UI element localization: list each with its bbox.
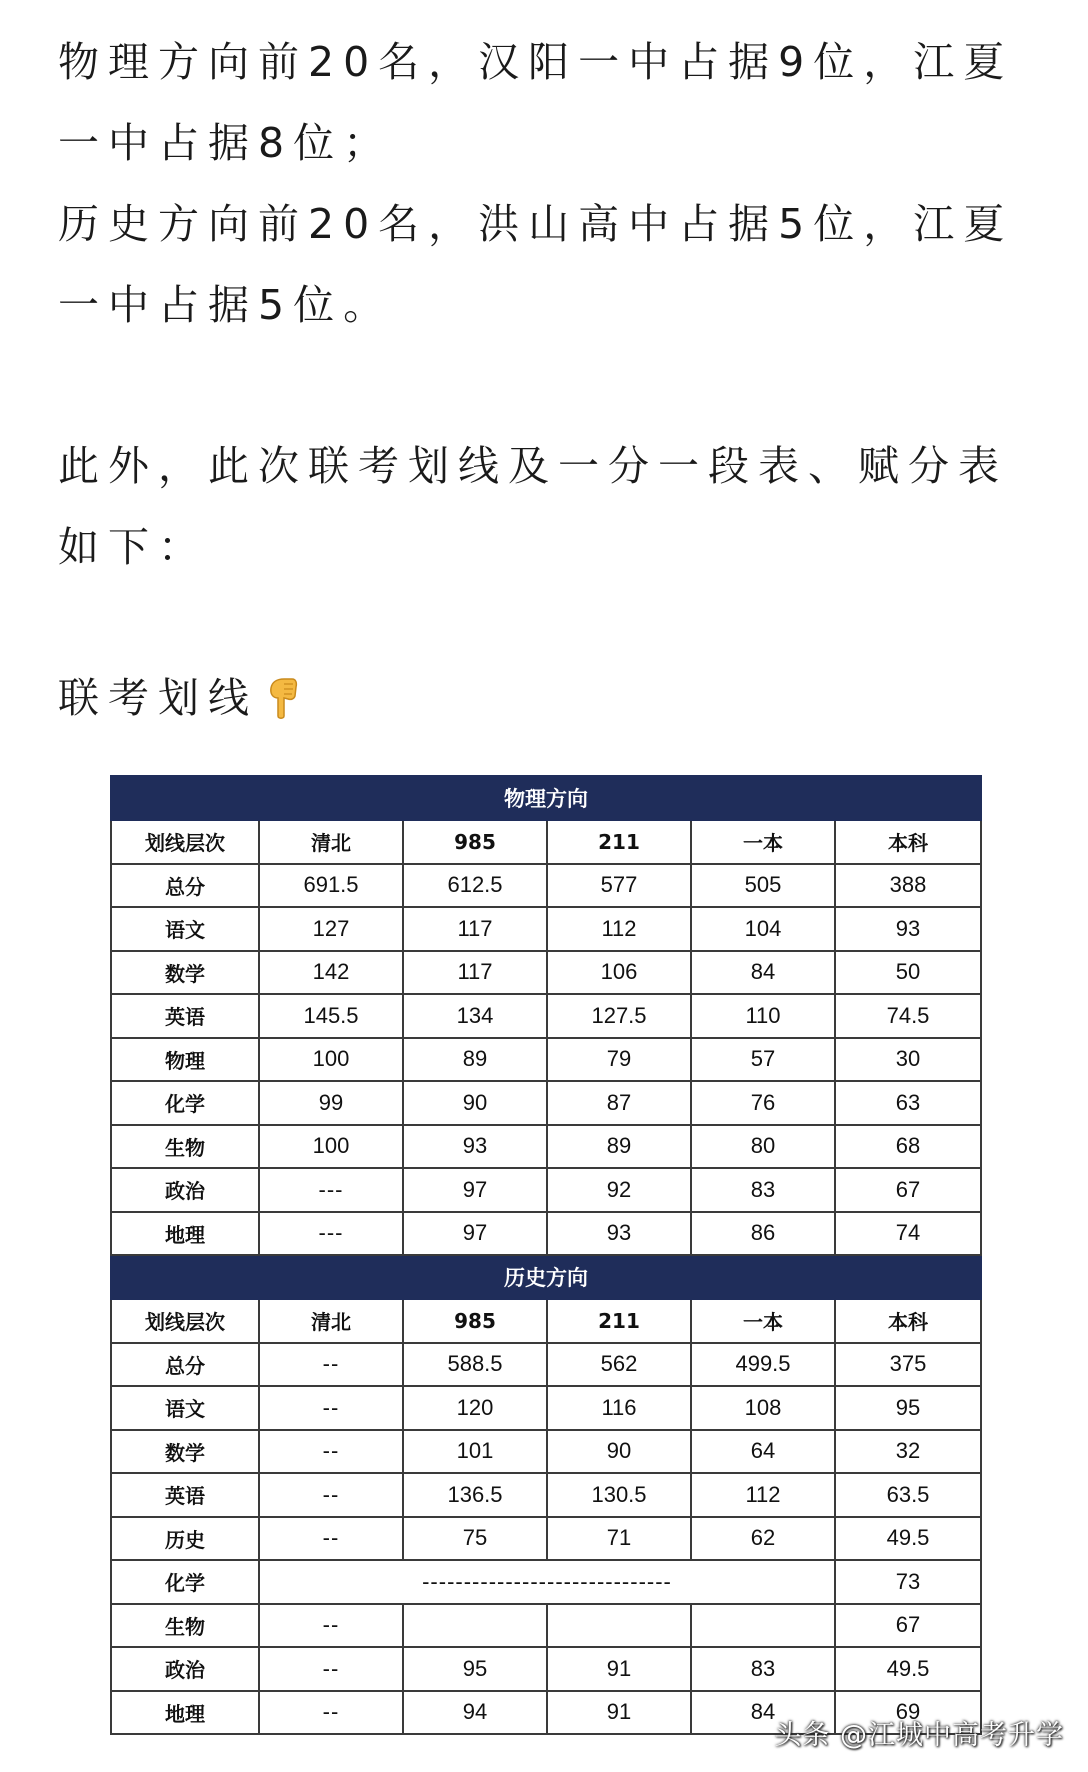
table-cell: 100 (259, 1038, 403, 1082)
table-row (111, 1604, 981, 1648)
table-cell: 67 (835, 1168, 981, 1212)
table-header-cell: 本科 (835, 1299, 981, 1343)
row-label: 政治 (111, 1647, 259, 1691)
table-cell: 91 (547, 1647, 691, 1691)
table-cell: 69 (835, 1691, 981, 1735)
table-cell (691, 1604, 835, 1648)
table-cell: -- (259, 1343, 403, 1387)
table-cell: 64 (691, 1430, 835, 1474)
table-cell: 142 (259, 951, 403, 995)
table-row (111, 1647, 981, 1691)
table-section-band (111, 1255, 981, 1299)
row-label: 英语 (111, 1473, 259, 1517)
table-cell: 75 (403, 1517, 547, 1561)
table-cell: 49.5 (835, 1647, 981, 1691)
table-cell: 83 (691, 1647, 835, 1691)
row-label: 化学 (111, 1081, 259, 1125)
table-header-row (111, 1299, 981, 1343)
table-cell: 93 (835, 907, 981, 951)
table-section-title: 历史方向 (111, 1255, 981, 1299)
table-cell: 76 (691, 1081, 835, 1125)
table-header-cell: 211 (547, 820, 691, 864)
table-row (111, 951, 981, 995)
table-cell: 116 (547, 1386, 691, 1430)
table-cell: 89 (547, 1125, 691, 1169)
paragraph-intro-tables: 此外，此次联考划线及一分一段表、赋分表如下： (58, 442, 1008, 571)
table-cell: 110 (691, 994, 835, 1038)
table-cell: 112 (547, 907, 691, 951)
table-row (111, 1343, 981, 1387)
row-label: 总分 (111, 1343, 259, 1387)
table-row (111, 1517, 981, 1561)
row-label: 总分 (111, 864, 259, 908)
table-cell: 117 (403, 951, 547, 995)
table-cell: -- (259, 1473, 403, 1517)
table-cell: 89 (403, 1038, 547, 1082)
table-cell (403, 1604, 547, 1648)
table-cell (547, 1604, 691, 1648)
table-cell: 97 (403, 1168, 547, 1212)
table-cell: 97 (403, 1212, 547, 1256)
table-cell: 80 (691, 1125, 835, 1169)
table-cell: -- (259, 1691, 403, 1735)
row-label: 地理 (111, 1212, 259, 1256)
table-cell: 388 (835, 864, 981, 908)
table-cell: 588.5 (403, 1343, 547, 1387)
table-cell: 117 (403, 907, 547, 951)
row-label: 数学 (111, 951, 259, 995)
table-header-cell: 划线层次 (111, 1299, 259, 1343)
table-cell: 84 (691, 1691, 835, 1735)
table-cell: 83 (691, 1168, 835, 1212)
row-label: 英语 (111, 994, 259, 1038)
table-cell: 67 (835, 1604, 981, 1648)
row-label: 地理 (111, 1691, 259, 1735)
table-cell: 106 (547, 951, 691, 995)
table-cell: 50 (835, 951, 981, 995)
table-header-cell: 本科 (835, 820, 981, 864)
table-cell: 84 (691, 951, 835, 995)
table-header-cell: 211 (547, 1299, 691, 1343)
table-cell: 99 (259, 1081, 403, 1125)
table-row (111, 1386, 981, 1430)
table-cell: 73 (835, 1560, 981, 1604)
table-cell: 145.5 (259, 994, 403, 1038)
table-cell: 127 (259, 907, 403, 951)
watermark: 头条 @江城中高考升学 (774, 1720, 1064, 1751)
row-label: 历史 (111, 1517, 259, 1561)
table-row (111, 1473, 981, 1517)
table-cell: 74.5 (835, 994, 981, 1038)
table-cell: 104 (691, 907, 835, 951)
paragraph-physics-top20: 物理方向前20名，汉阳一中占据9位，江夏一中占据8位； (58, 38, 1014, 167)
row-label: 政治 (111, 1168, 259, 1212)
table-cell: 108 (691, 1386, 835, 1430)
table-cell-merged: ------------------------------ (259, 1560, 835, 1604)
table-cell: 577 (547, 864, 691, 908)
table-cell: 62 (691, 1517, 835, 1561)
table-cell: 68 (835, 1125, 981, 1169)
table-cell: 79 (547, 1038, 691, 1082)
table-row (111, 1168, 981, 1212)
table-cell: 90 (547, 1430, 691, 1474)
table-cell: 562 (547, 1343, 691, 1387)
table-cell: 505 (691, 864, 835, 908)
table-cell: 499.5 (691, 1343, 835, 1387)
table-cell: 101 (403, 1430, 547, 1474)
table-cell: 91 (547, 1691, 691, 1735)
table-header-cell: 985 (403, 820, 547, 864)
table-cell: -- (259, 1386, 403, 1430)
table-row (111, 1560, 981, 1604)
table-header-row (111, 820, 981, 864)
table-cell: 95 (403, 1647, 547, 1691)
table-row (111, 907, 981, 951)
table-cell: -- (259, 1647, 403, 1691)
table-row (111, 864, 981, 908)
paragraph-history-top20: 历史方向前20名，洪山高中占据5位，江夏一中占据5位。 (58, 200, 1014, 329)
table-row (111, 1212, 981, 1256)
table-cell: 63.5 (835, 1473, 981, 1517)
table-row (111, 1081, 981, 1125)
table-cell: 691.5 (259, 864, 403, 908)
table-cell: 134 (403, 994, 547, 1038)
row-label: 化学 (111, 1560, 259, 1604)
table-cell: 87 (547, 1081, 691, 1125)
row-label: 语文 (111, 1386, 259, 1430)
table-cell: 100 (259, 1125, 403, 1169)
row-label: 生物 (111, 1125, 259, 1169)
cutoff-table (110, 775, 980, 1735)
table-header-cell: 一本 (691, 820, 835, 864)
table-cell: 375 (835, 1343, 981, 1387)
article-body (58, 22, 1034, 728)
table-cell: -- (259, 1604, 403, 1648)
table-cell: 57 (691, 1038, 835, 1082)
table-cell: 92 (547, 1168, 691, 1212)
table-cell: 612.5 (403, 864, 547, 908)
table-cell: 136.5 (403, 1473, 547, 1517)
table-cell: 127.5 (547, 994, 691, 1038)
table-header-cell: 985 (403, 1299, 547, 1343)
table-cell: 93 (403, 1125, 547, 1169)
table-cell: 30 (835, 1038, 981, 1082)
row-label: 数学 (111, 1430, 259, 1474)
table-cell: 71 (547, 1517, 691, 1561)
table-header-cell: 一本 (691, 1299, 835, 1343)
section-heading-text: 联考划线 (58, 674, 258, 722)
table-cell: 120 (403, 1386, 547, 1430)
table-cell: 49.5 (835, 1517, 981, 1561)
table-header-cell: 划线层次 (111, 820, 259, 864)
pointing-down-hand-icon (266, 676, 300, 720)
table-cell: --- (259, 1212, 403, 1256)
row-label: 生物 (111, 1604, 259, 1648)
table-cell: -- (259, 1430, 403, 1474)
row-label: 语文 (111, 907, 259, 951)
table-cell: -- (259, 1517, 403, 1561)
table-cell: 130.5 (547, 1473, 691, 1517)
table-cell: 112 (691, 1473, 835, 1517)
table-cell: 94 (403, 1691, 547, 1735)
table-cell: 95 (835, 1386, 981, 1430)
table-header-cell: 清北 (259, 820, 403, 864)
section-heading (58, 668, 1034, 728)
table-header-cell: 清北 (259, 1299, 403, 1343)
table-row (111, 1038, 981, 1082)
table-section-title: 物理方向 (111, 776, 981, 820)
row-label: 物理 (111, 1038, 259, 1082)
table-cell: --- (259, 1168, 403, 1212)
table-row (111, 994, 981, 1038)
table-cell: 32 (835, 1430, 981, 1474)
table-row (111, 1430, 981, 1474)
table-cell: 93 (547, 1212, 691, 1256)
table-cell: 90 (403, 1081, 547, 1125)
table-cell: 74 (835, 1212, 981, 1256)
table-row (111, 1125, 981, 1169)
table-section-band (111, 776, 981, 820)
table-cell: 86 (691, 1212, 835, 1256)
table-cell: 63 (835, 1081, 981, 1125)
